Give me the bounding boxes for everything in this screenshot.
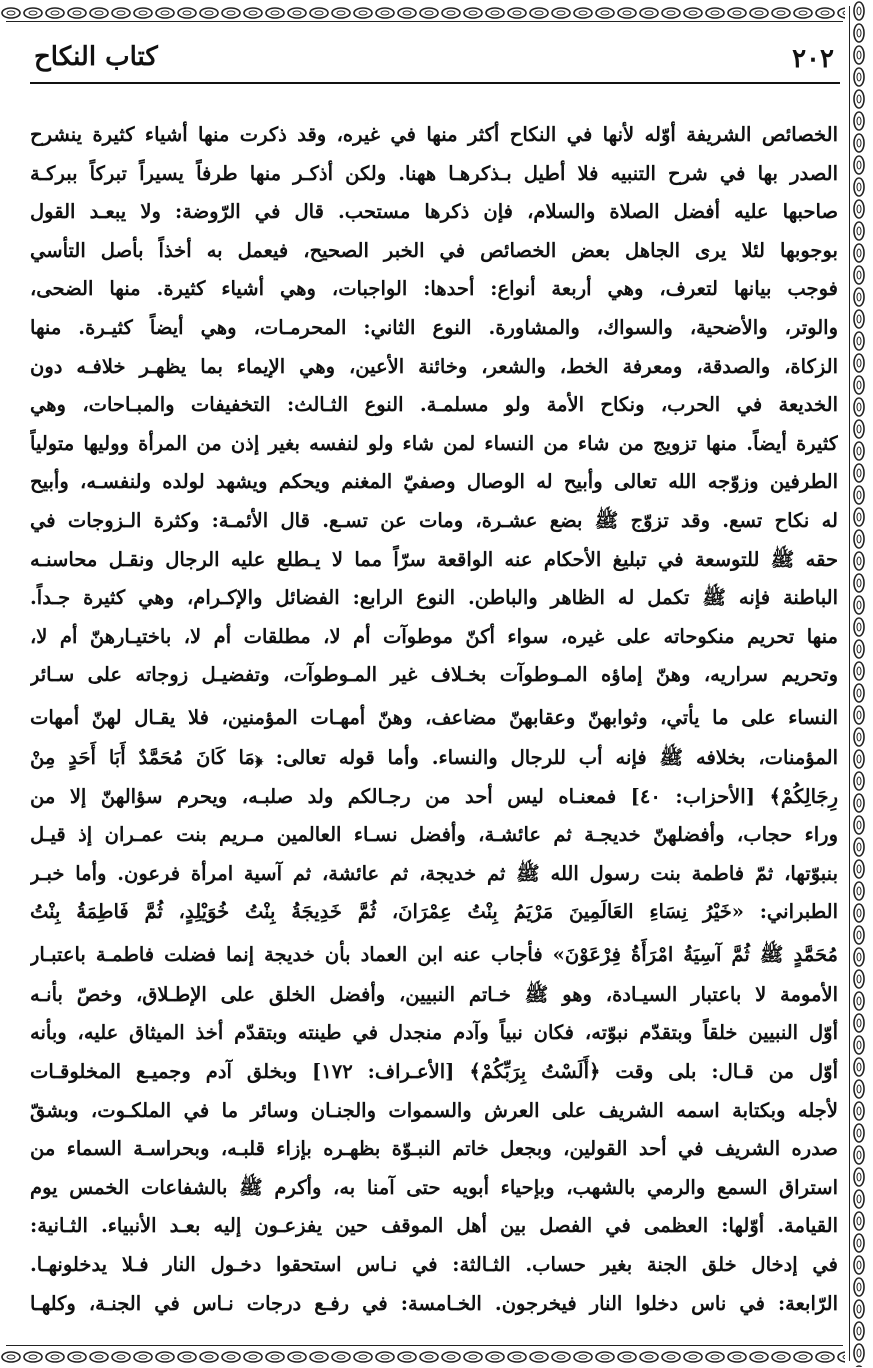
page-header: [30, 36, 838, 76]
text-line: أوّل من قـال: بلى وقت ﴿أَلَسْتُ بِرَبِّكُمْ﴾ [الأعـراف: ١٧٢] وبخلق آدم وجميـع المخلوقـات: [30, 1060, 838, 1084]
text-line: حقه ﷺ للتوسعة في تبليغ الأحكام عنه الواقعة سرّاً مما لا يـطلع عليه الرجال ونقـل محاسنـه: [30, 547, 838, 571]
text-line: كثيرة أيضاً. منها تزويج من شاء من النساء لمن شاء ولو لنفسه بغير إذن من المرأة ووليها متولياً: [30, 431, 838, 455]
text-line: والوتر، والأضحية، والسواك، والمشاورة. النوع الثاني: المحرمـات، وهي أيضاً كثيـرة. منها: [30, 315, 838, 339]
body-text: [30, 116, 838, 1323]
text-line: مُحَمَّدٍ ﷺ ثُمَّ آسِيَةُ امْرَأَةُ فِرْعَوْنَ» فأجاب عنه ابن العماد بأن خديجة إنما فضلت فاطمـة باعتبـار: [30, 942, 838, 966]
text-line: في إدخال خلق الجنة بغير حساب. الثـالثة: في نـاس استحقوا دخـول النار فـلا يدخلونهـا.: [30, 1253, 838, 1277]
frame-line-right: [849, 6, 850, 1361]
text-line: بنبوّتها، ثمّ فاطمة بنت رسول الله ﷺ ثم خديجة، ثم عائشة، ثم آسية امرأة فرعون. وأما خبـر: [30, 861, 838, 885]
text-line: الأمومة لا باعتبار السيـادة، وهو ﷺ خـاتم النبيين، وأفضل الخلق على الإطـلاق، وخصّ بأنـه: [30, 982, 838, 1006]
text-line: الصدر بها في شرح التنبيه فلا أطيل بـذكرهـا ههنا. ولكن أذكـر منها طرفاً يسيراً تبركاً ببركـة: [30, 161, 838, 185]
text-line: رِجَالِكُمْ﴾ [الأحزاب: ٤٠] فمعنـاه ليس أحد من رجـالكم ولد صلبـه، ويحرم سؤالهنّ إلا من: [30, 784, 838, 808]
text-line: الطبراني: «خَيْرُ نِسَاءِ العَالَمِينَ مَرْيَمُ بِنْتُ عِمْرَانَ، ثُمَّ خَدِيجَةُ بِنْتُ خُوَيْلِدٍ، ثُمَّ فَاطِمَةُ بِنْتُ: [30, 900, 838, 924]
text-line: صاحبها عليه أفضل الصلاة والسلام، فإن ذكرها مستحب. قال في الرّوضة: ولا يبعـد القول: [30, 200, 838, 224]
text-line: بوجوبها لئلا يرى الجاهل بعض الخصائص في الخبر الصحيح، فيعمل به أخذاً بأصل التأسي: [30, 238, 838, 262]
running-title: كتاب النكاح: [34, 42, 158, 72]
text-line: وراء حجاب، وأفضلهنّ خديجـة ثم عائشـة، وأفضل نسـاء العالمين مـريم بنت عمـران إذ قيـل: [30, 823, 838, 847]
frame-line-bottom: [6, 1345, 843, 1346]
text-line: الرّابعة: في ناس دخلوا النار فيخرجون. الخـامسة: في رفـع درجات نـاس في الجنـة، وكلهـا: [30, 1291, 838, 1315]
text-line: الخصائص الشريفة أوّله لأنها في النكاح أكثر منها في غيره، وقد ذكرت منها أشياء كثيرة ينشرح: [30, 123, 838, 146]
text-line: القيامة. أوّلها: العظمى في الفصل بين أهل الموقف حين يفزعـون إليه بعـد الأنبياء. الثـانية:: [30, 1214, 838, 1238]
decorative-right-border: [848, 0, 870, 1367]
text-line: المؤمنات، بخلافه ﷺ فإنه أب للرجال والنساء. وأما قوله تعالى: ﴿مَا كَانَ مُحَمَّدٌ أَبَا أَحَدٍ مِنْ: [30, 745, 838, 769]
text-line: لأجله وبكتابة اسمه الشريف على العرش والسموات والجنـان وسائر ما في الملكـوت، وبشقّ: [30, 1098, 838, 1122]
text-line: فوجب بيانها لتعرف، وهي أربعة أنواع: أحدها: الواجبات، وهي أشياء كثيرة. منها الضحى،: [30, 277, 838, 301]
text-line: منها تحريم منكوحاته على غيره، سواء أكنّ موطوآت أم لا، مطلقات أم لا، باختيـارهنّ أم لا،: [30, 624, 838, 648]
decorative-bottom-border: [0, 1346, 873, 1368]
text-line: الخديعة في الحرب، ونكاح الأمة ولو مسلمـة. النوع الثـالث: التخفيفات والمبـاحات، وهي: [30, 393, 838, 417]
text-line: استراق السمع والرمي بالشهب، وبإحياء أبويه حتى آمنا به، وأكرم ﷺ بالشفاعات الخمس يوم: [30, 1175, 838, 1199]
text-line: له نكاح تسع. وقد تزوّج ﷺ بضع عشـرة، ومات عن تسـع. قال الأئمـة: وكثرة الـزوجات في: [30, 508, 838, 532]
text-line: الطرفين وزوّجه الله تعالى وأبيح له الوصال وصفيّ المغنم ويحكم ويشهد لولده ولنفسـه، وأبيح: [30, 470, 838, 494]
text-line: النساء على ما يأتي، وثوابهنّ وعقابهنّ مضاعف، وهنّ أمهـات المؤمنين، فلا يقـال لهنّ أمهات: [30, 705, 838, 729]
frame-line-top: [6, 21, 843, 22]
header-rule: [30, 82, 840, 84]
text-line: أوّل النبيين خلقاً وبتقدّم نبوّته، فكان نبياً وآدم منجدل في طينته وبتقدّم أخذ الميثاق عليه، وبأنه: [30, 1021, 838, 1045]
text-line: وتحريم سراريه، وهنّ إماؤه المـوطوآت بخـلاف غير المـوطوآت، وتفضيـل زوجاته على سـائر: [30, 663, 838, 687]
page-number: ٢٠٢: [792, 44, 834, 74]
text-line: الزكاة، والصدقة، ومعرفة الخط، والشعر، وخائنة الأعين، وهي الإيماء بما يظهـر خلافـه دون: [30, 354, 838, 378]
text-line: صدره الشريف في أحد القولين، وبجعل خاتم النبـوّة بظهـره بإزاء قلبـه، وبحراسـة السماء من: [30, 1137, 838, 1161]
text-line: الباطنة فإنه ﷺ تكمل له الظاهر والباطن. النوع الرابع: الفضائل والإكـرام، وهي كثيرة جـداً.: [30, 586, 838, 610]
